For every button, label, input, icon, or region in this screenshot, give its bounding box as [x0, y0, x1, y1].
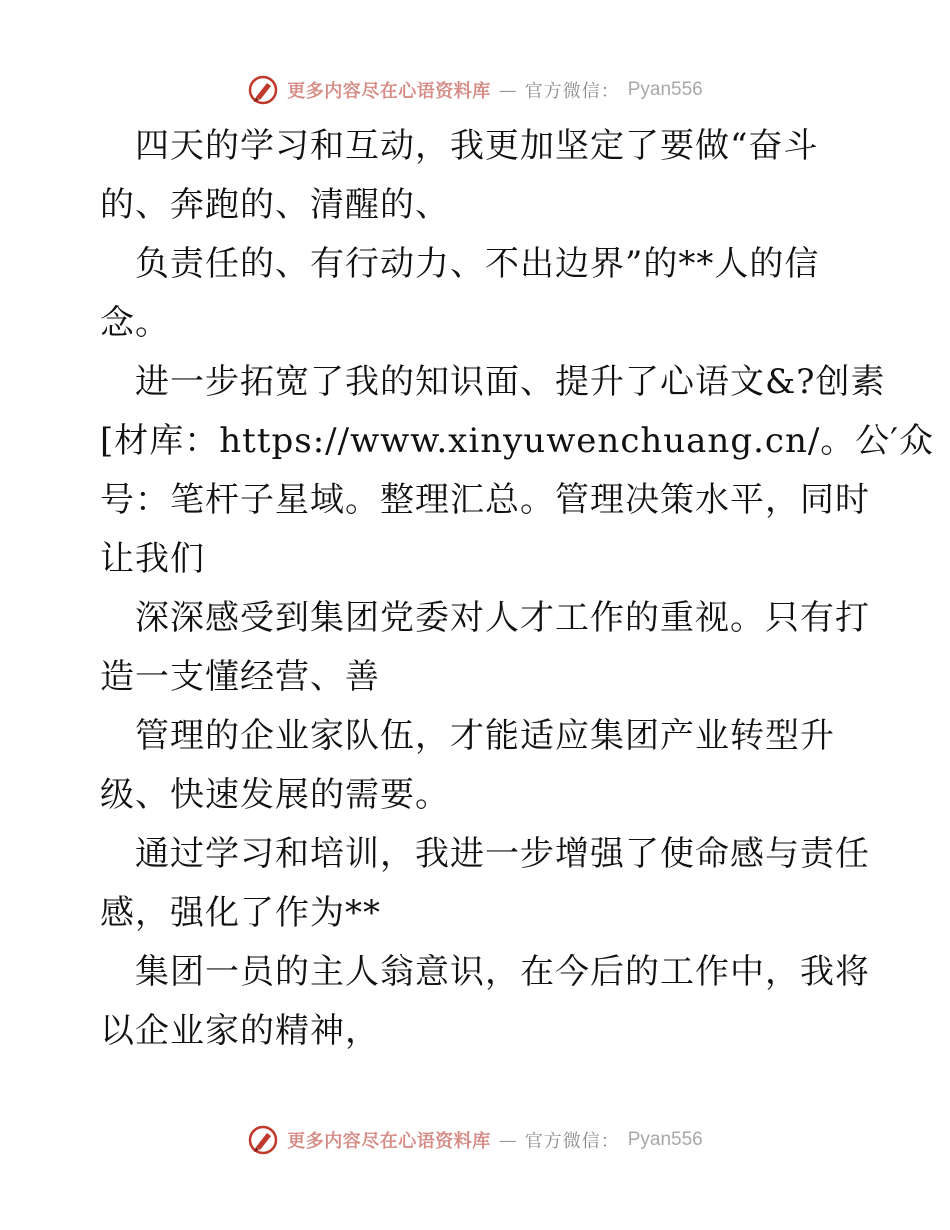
- watermark-brand: 更多内容尽在心语资料库: [287, 81, 491, 102]
- text-line: 号：笔杆子星域。整理汇总。管理决策水平，同时: [100, 480, 870, 520]
- text-line: 以企业家的精神，: [100, 1011, 380, 1051]
- text-line: 深深感受到集团党委对人才工作的重视。只有打: [135, 598, 870, 638]
- text-line: 让我们: [100, 539, 205, 579]
- watermark-wechat-id: Pyan556: [627, 79, 703, 100]
- text-line: 的、奔跑的、清醒的、: [100, 185, 450, 225]
- text-line: 通过学习和培训，我进一步增强了使命感与责任: [135, 834, 870, 874]
- text-line: 四天的学习和互动，我更加坚定了要做“奋斗: [135, 126, 819, 166]
- watermark-dash: —: [498, 79, 517, 101]
- text-line: 感，强化了作为**: [100, 893, 381, 933]
- footer-watermark: [0, 1120, 950, 1160]
- watermark-wechat-label: 官方微信：: [524, 1131, 620, 1152]
- text-line: 集团一员的主人翁意识，在今后的工作中，我将: [135, 952, 870, 992]
- text-line: 管理的企业家队伍，才能适应集团产业转型升: [135, 716, 835, 756]
- watermark-dash: —: [498, 1129, 517, 1151]
- watermark-wechat-label: 官方微信：: [524, 81, 620, 102]
- pen-logo-icon: [247, 1124, 279, 1156]
- text-line: 级、快速发展的需要。: [100, 775, 450, 815]
- pen-logo-icon: [247, 74, 279, 106]
- text-line: 造一支懂经营、善: [100, 657, 380, 697]
- watermark-wechat-id: Pyan556: [627, 1129, 703, 1150]
- text-line: 负责任的、有行动力、不出边界”的**人的信: [135, 244, 820, 284]
- text-line: 念。: [100, 303, 170, 343]
- watermark-brand: 更多内容尽在心语资料库: [287, 1131, 491, 1152]
- header-watermark: [0, 70, 950, 110]
- text-line: 进一步拓宽了我的知识面、提升了心语文&?创素: [135, 362, 886, 402]
- text-line: [材库：https://www.xinyuwenchuang.cn/。公′众: [100, 421, 935, 461]
